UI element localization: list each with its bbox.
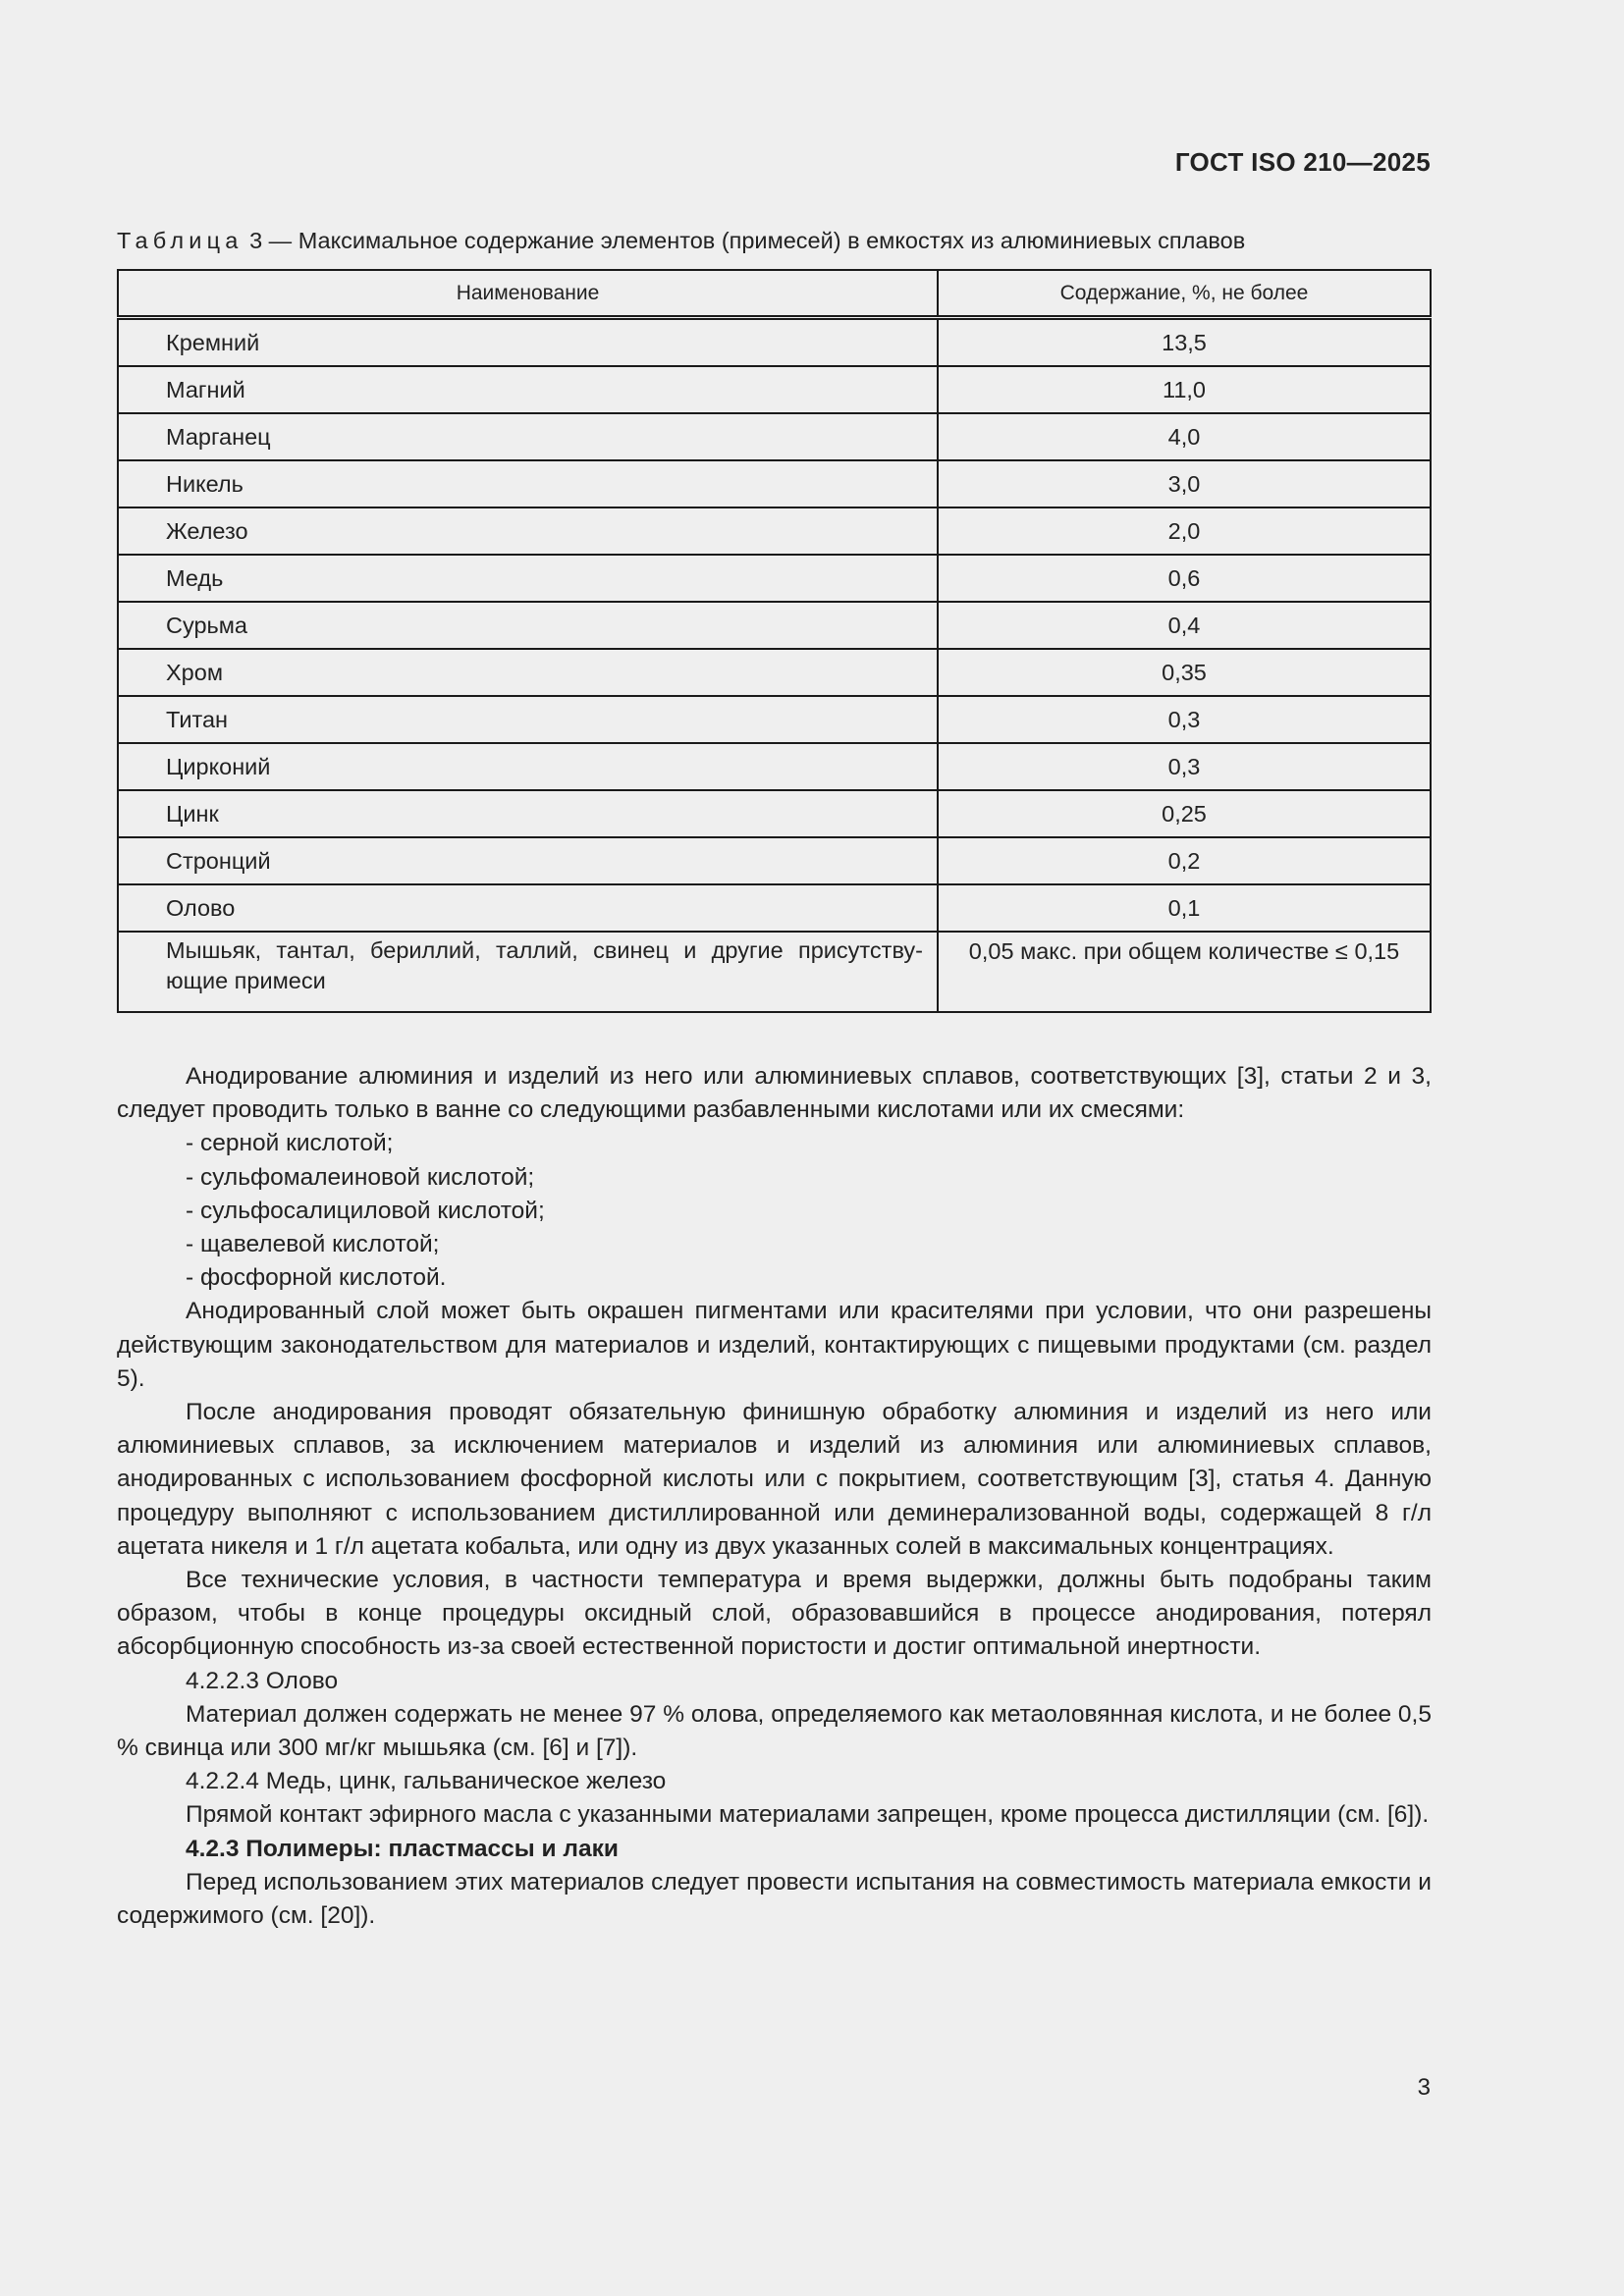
list-item: - сульфосалициловой кислотой; <box>186 1197 545 1224</box>
list-item: - щавелевой кислотой; <box>186 1231 440 1258</box>
element-value: 13,5 <box>938 318 1431 367</box>
element-name: Стронций <box>118 837 938 884</box>
element-name: Медь <box>118 555 938 602</box>
element-value: 0,3 <box>938 696 1431 743</box>
element-value: 0,05 макс. при общем количестве ≤ 0,15 <box>938 932 1431 1012</box>
paragraph-copper: Прямой контакт эфирного масла с указанными материалами запрещен, кроме процесса дистилляции (см. [6]). <box>186 1801 1430 1829</box>
table-row <box>118 460 1431 507</box>
page-number: 3 <box>1417 2074 1431 2101</box>
element-value: 0,25 <box>938 790 1431 837</box>
element-value: 0,2 <box>938 837 1431 884</box>
table-row <box>118 413 1431 460</box>
element-value: 4,0 <box>938 413 1431 460</box>
element-value: 2,0 <box>938 507 1431 555</box>
element-name: Магний <box>118 366 938 413</box>
element-value: 11,0 <box>938 366 1431 413</box>
element-value: 0,6 <box>938 555 1431 602</box>
table-row <box>118 366 1431 413</box>
paragraph-finishing: После анодирования проводят обязательную финишную обработку алюминия и изделий из него или алюминиевых сплавов, за исключением материалов и изделий из алюминия или алюминиевых сплавов, анодированных с использованием фосфорной кислоты или с покрытием, соответствующим [3], статья 4. Данную процедуру выполняют с использованием дистиллированной или деминерализованной воды, содержащей 8 г/л ацетата никеля и 1 г/л ацетата кобальта, или одну из двух указанных солей в максимальных концентрациях. <box>117 1399 1432 1560</box>
section-heading-polymers: 4.2.3 Полимеры: пластмассы и лаки <box>186 1835 619 1862</box>
list-item: - сульфомалеиновой кислотой; <box>186 1163 535 1191</box>
table-row <box>118 884 1431 932</box>
element-value: 0,1 <box>938 884 1431 932</box>
table-caption <box>117 228 1245 254</box>
element-name: Никель <box>118 460 938 507</box>
section-heading-tin: 4.2.2.3 Олово <box>186 1667 339 1694</box>
element-name: Хром <box>118 649 938 696</box>
table-row <box>118 743 1431 790</box>
element-value: 0,3 <box>938 743 1431 790</box>
table-row <box>118 932 1431 1012</box>
paragraph-polymers: Перед использованием этих материалов следует провести испытания на совместимость материала емкости и содержимого (см. [20]). <box>117 1868 1432 1930</box>
element-name: Цинк <box>118 790 938 837</box>
element-value: 3,0 <box>938 460 1431 507</box>
paragraph-conditions: Все технические условия, в частности температура и время выдержки, должны быть подобраны таким образом, чтобы в конце процедуры оксидный слой, образовавшийся в процессе анодирования, потерял абсорбционную способность из-за своей естественной пористости и достиг оптимальной инертности. <box>117 1567 1432 1661</box>
paragraph-dyeing: Анодированный слой может быть окрашен пигментами или красителями при условии, что они разрешены действующим законодательством для материалов и изделий, контактирующих с пищевыми продуктами (см. раздел 5). <box>117 1298 1432 1392</box>
column-header-content: Содержание, %, не более <box>938 270 1431 318</box>
table-row <box>118 696 1431 743</box>
section-heading-copper: 4.2.2.4 Медь, цинк, гальваническое железо <box>186 1768 667 1795</box>
element-name: Цирконий <box>118 743 938 790</box>
table-caption-prefix: Таблица <box>117 228 244 253</box>
element-name: Марганец <box>118 413 938 460</box>
column-header-name: Наименование <box>118 270 938 318</box>
table-row <box>118 837 1431 884</box>
element-name: Олово <box>118 884 938 932</box>
table-header-row <box>118 270 1431 318</box>
list-item: - серной кислотой; <box>186 1130 394 1157</box>
table-row <box>118 649 1431 696</box>
element-name: Сурьма <box>118 602 938 649</box>
table-row <box>118 790 1431 837</box>
element-value: 0,35 <box>938 649 1431 696</box>
body-text <box>117 1060 1432 1933</box>
element-name: Титан <box>118 696 938 743</box>
table-row <box>118 318 1431 367</box>
list-item: - фосфорной кислотой. <box>186 1264 447 1292</box>
element-name: Мышьяк, тантал, бериллий, таллий, свинец и другие присутству-ющие примеси <box>118 932 938 1012</box>
table-row <box>118 602 1431 649</box>
impurity-table <box>117 269 1432 1013</box>
paragraph-anodizing: Анодирование алюминия и изделий из него или алюминиевых сплавов, соответствующих [3], статьи 2 и 3, следует проводить только в ванне со следующими разбавленными кислотами или их смесями: <box>117 1063 1432 1124</box>
element-name: Железо <box>118 507 938 555</box>
table-caption-text: 3 — Максимальное содержание элементов (примесей) в емкостях из алюминиевых сплавов <box>243 228 1246 253</box>
element-value: 0,4 <box>938 602 1431 649</box>
document-code: ГОСТ ISO 210—2025 <box>1174 147 1431 177</box>
paragraph-tin: Материал должен содержать не менее 97 % олова, определяемого как метаоловянная кислота, и не более 0,5 % свинца или 300 мг/кг мышьяка (см. [6] и [7]). <box>117 1700 1432 1762</box>
element-name: Кремний <box>118 318 938 367</box>
table-row <box>118 507 1431 555</box>
table-row <box>118 555 1431 602</box>
